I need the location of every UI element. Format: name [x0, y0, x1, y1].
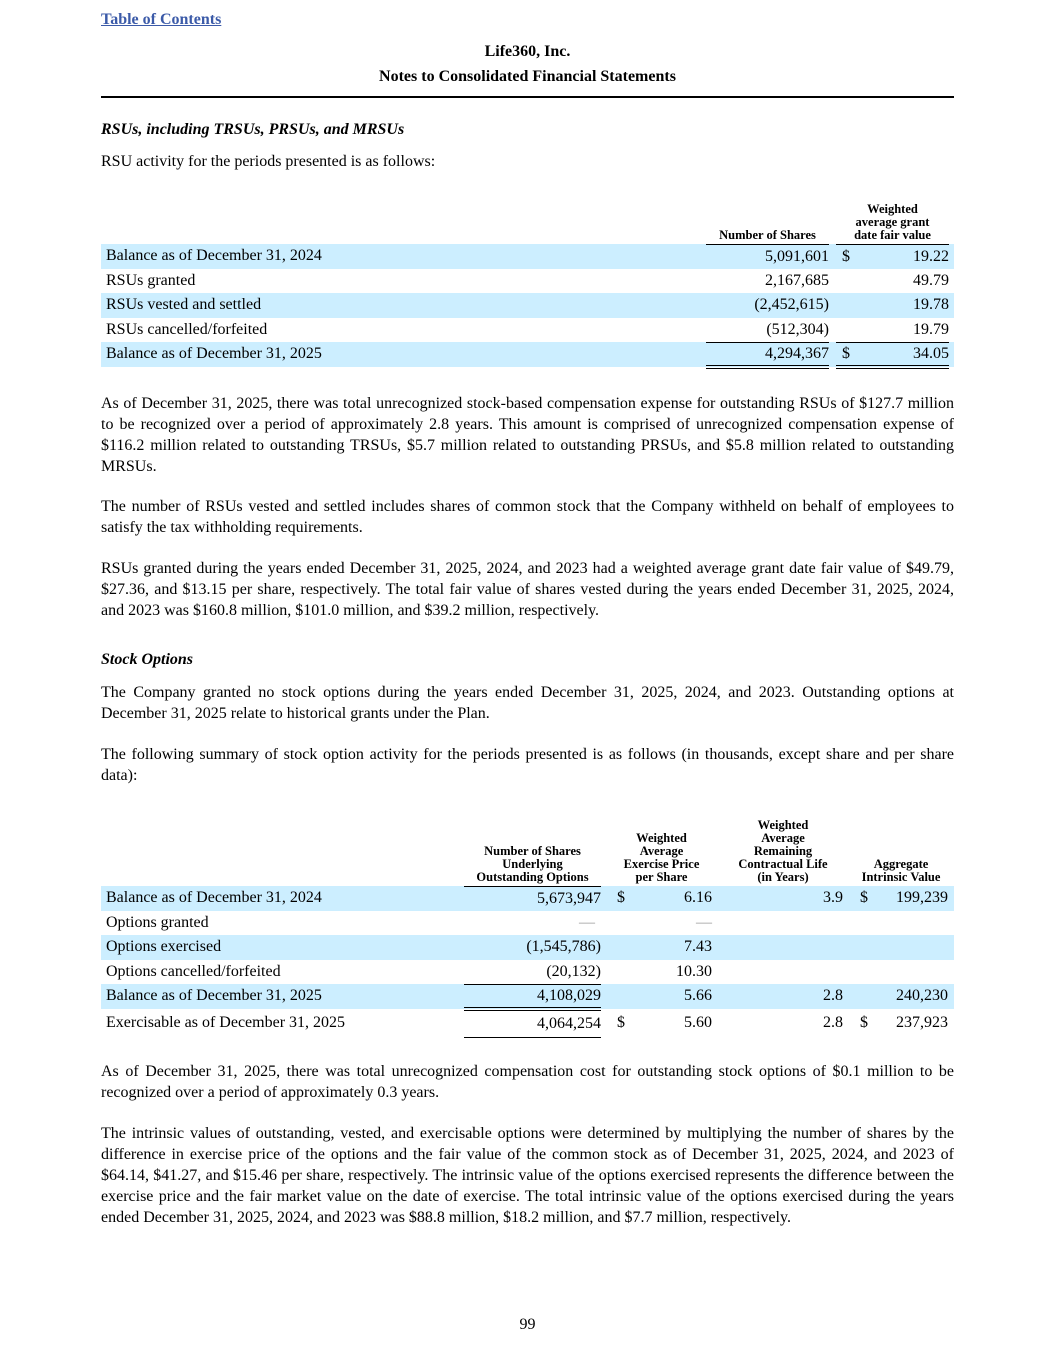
rsu-activity-table [101, 196, 954, 369]
table-row: Options cancelled/forfeited (20,132) 10.30 [101, 960, 954, 985]
stock-options-heading: Stock Options [101, 651, 194, 668]
options-granted-paragraph: The Company granted no stock options during the years ended December 31, 2025, 2024, and 2023. Outstanding options at December 31, 2025 relate to historical grants under the Plan. [101, 684, 954, 722]
column-header-intrinsic-value: Aggregate Intrinsic Value [861, 857, 941, 884]
column-header-shares-underlying: Number of Shares Underlying Outstanding Options [464, 812, 601, 886]
column-header-exercise-price: Weighted Average Exercise Price per Share [623, 831, 700, 884]
table-row: RSUs cancelled/forfeited (512,304) 19.79 [101, 318, 954, 343]
table-row: RSUs vested and settled (2,452,615) 19.78 [101, 293, 954, 318]
header-divider [101, 96, 954, 98]
rsu-fair-value-paragraph: RSUs granted during the years ended December 31, 2025, 2024, and 2023 had a weighted average grant date fair value of $49.79, $27.36, and $13.15 per share, respectively. The total fair value of shares vested during the years ended December 31, 2025, 2024, and 2023 was $160.8 million, $101.0 million, and $39.2 million, respectively. [101, 560, 954, 619]
rsu-withholding-paragraph: The number of RSUs vested and settled includes shares of common stock that the Company withheld on behalf of employees to satisfy the tax withholding requirements. [101, 498, 954, 536]
column-header-contractual-life: Weighted Average Remaining Contractual Life (in Years) [738, 818, 828, 884]
table-row-total: Balance as of December 31, 2025 4,294,367 $ 34.05 [101, 342, 954, 367]
table-of-contents-link[interactable]: Table of Contents [101, 11, 222, 28]
rsu-intro: RSU activity for the periods presented is as follows: [101, 153, 436, 170]
table-header-row [101, 196, 954, 244]
table-row: Options exercised (1,545,786) 7.43 [101, 935, 954, 960]
options-summary-intro: The following summary of stock option activity for the periods presented is as follows (in thousands, except share and per share data): [101, 746, 954, 784]
table-row-total: Balance as of December 31, 2025 4,108,029 5.66 2.8 240,230 [101, 984, 954, 1009]
table-row: Balance as of December 31, 2024 5,091,601 $ 19.22 [101, 244, 954, 269]
column-header-shares: Number of Shares [706, 196, 829, 244]
table-header-row [101, 812, 954, 886]
page-title: Notes to Consolidated Financial Statements [379, 68, 676, 85]
company-name: Life360, Inc. [484, 43, 571, 60]
table-row: Options granted — — [106, 913, 712, 931]
rsu-unrecognized-expense-paragraph: As of December 31, 2025, there was total unrecognized stock-based compensation expense for outstanding RSUs of $127.7 million to be recognized over a period of approximately 2.8 years. This amount is comprised of unrecognized compensation expense of $116.2 million related to outstanding TRSUs, $5.7 million related to outstanding PRSUs, and $5.8 million related to outstanding MRSUs. [101, 395, 954, 475]
rsu-heading: RSUs, including TRSUs, PRSUs, and MRSUs [101, 121, 405, 138]
options-unrecognized-cost-paragraph: As of December 31, 2025, there was total unrecognized compensation cost for outstanding stock options of $0.1 million to be recognized over a period of approximately 0.3 years. [101, 1063, 954, 1101]
column-header-fair-value: Weighted average grant date fair value [836, 196, 949, 244]
intrinsic-value-paragraph: The intrinsic values of outstanding, vested, and exercisable options were determined by multiplying the number of shares by the difference in exercise price of the options and the fair value of the common stock as of December 31, 2025, 2024, and 2023 of $64.14, $41.27, and $15.46 per share, respectively. The intrinsic value of the options exercised represents the difference between the exercise price and the fair market value on the date of exercise. The total intrinsic value of the options exercised during the years ended December 31, 2025, 2024, and 2023 was $88.8 million, $18.2 million, and $7.7 million, respectively. [101, 1125, 954, 1226]
page-number: 99 [519, 1316, 536, 1333]
table-row: RSUs granted 2,167,685 49.79 [106, 271, 949, 289]
table-row-exercisable: Exercisable as of December 31, 2025 4,064,254 $ 5.60 2.8 $ 237,923 [101, 1009, 954, 1038]
stock-option-activity-table [101, 812, 954, 1038]
table-row: Balance as of December 31, 2024 5,673,947 $ 6.16 3.9 $ 199,239 [101, 886, 954, 911]
